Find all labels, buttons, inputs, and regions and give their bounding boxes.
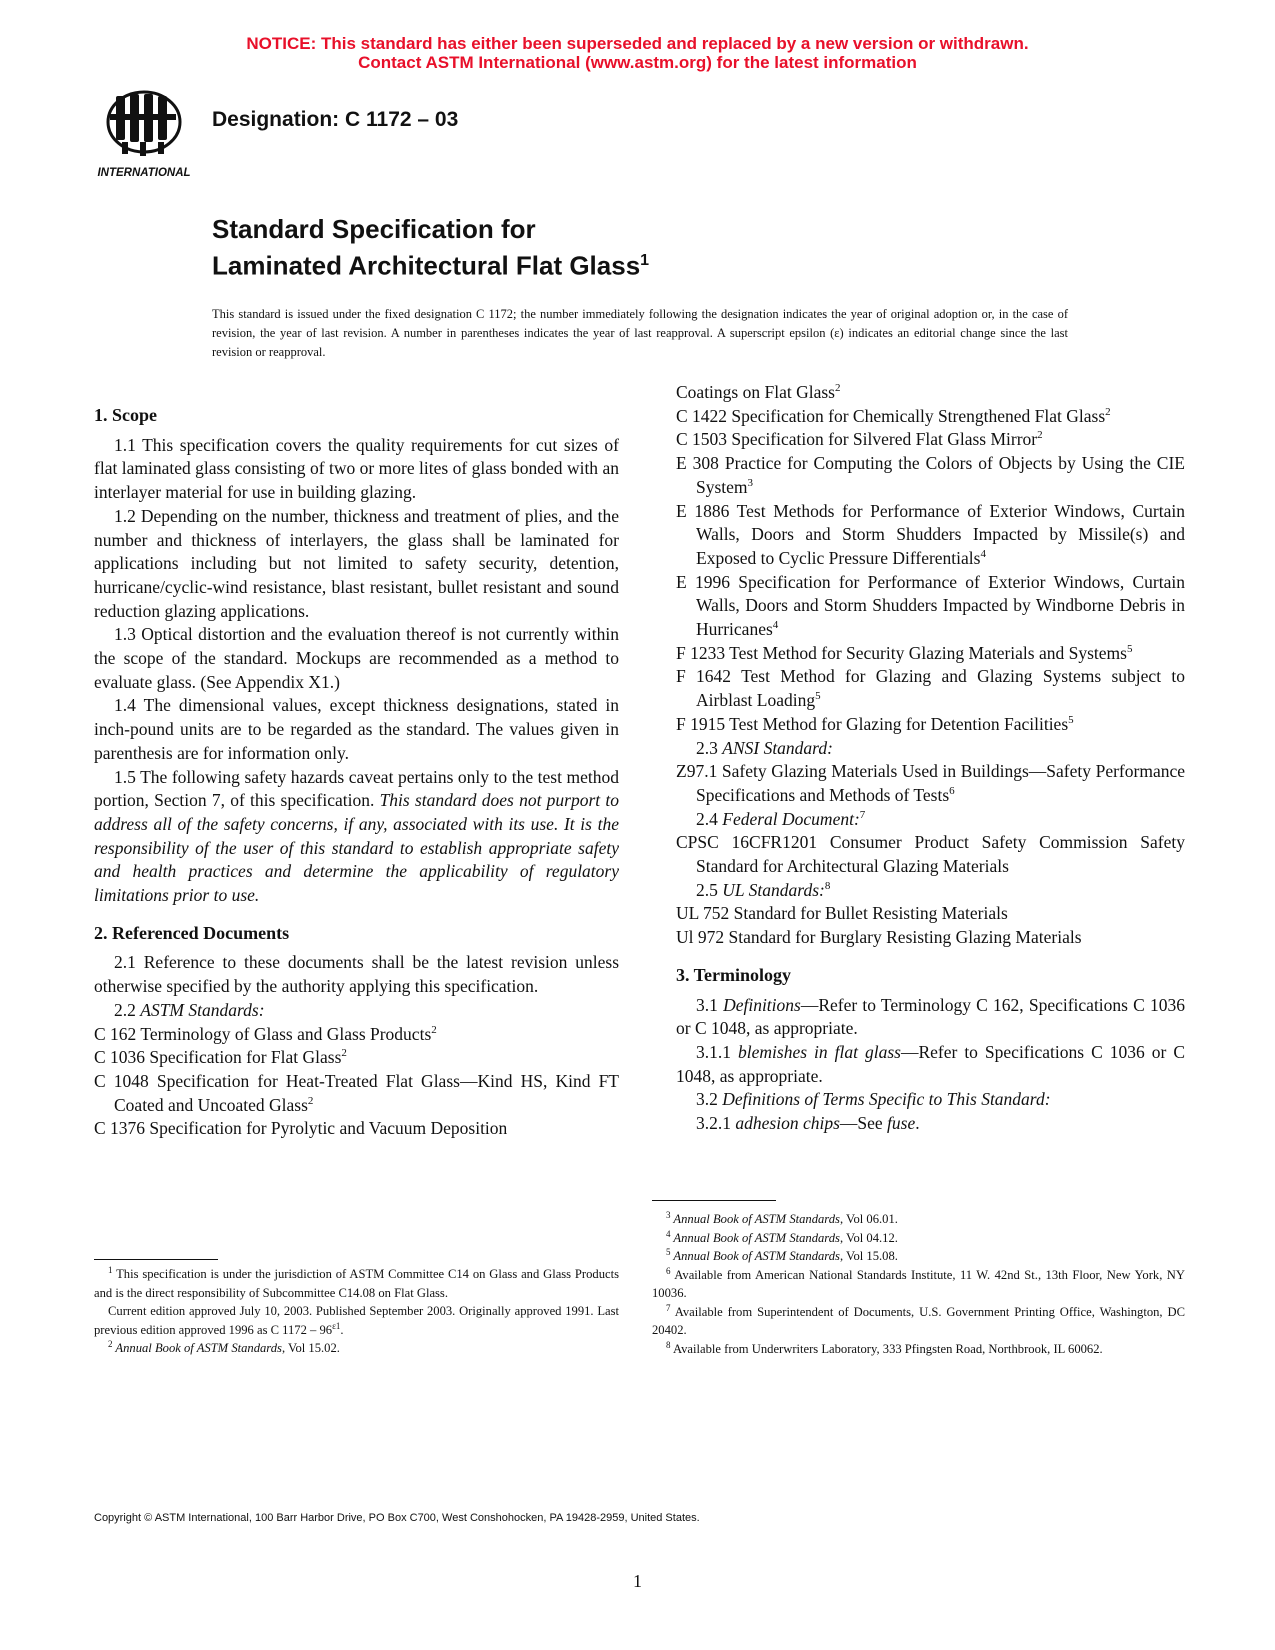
scope-1-5: 1.5 The following safety hazards caveat pertains only to the test method portion, Section 7, of this specification. This standard does not purport to address all of the safety concerns, if any, associated with its use. It is the responsibility of the user of this standard to establish appropriate safety and health practices and determine the applicability of regulatory limitations prior to use. bbox=[94, 766, 620, 906]
ref-item: C 1422 Specification for Chemically Strengthened Flat Glass$^2$ bbox=[676, 405, 1111, 426]
ref-item: UL 752 Standard for Bullet Resisting Materials bbox=[676, 903, 1008, 924]
ref-item: C 1503 Specification for Silvered Flat Glass Mirror$^2$ bbox=[676, 429, 1043, 450]
footnote-3: $^3$ Annual Book of ASTM Standards, Vol 06.01. bbox=[666, 1209, 898, 1226]
ref-item: C 1048 Specification for Heat-Treated Flat Glass—Kind HS, Kind FT Coated and Uncoated Glass$^2$ bbox=[94, 1070, 619, 1115]
footnote-8: $^8$ Available from Underwriters Laboratory, 333 Pfingsten Road, Northbrook, IL 60062. bbox=[666, 1339, 1103, 1356]
term-3-1: 3.1 Definitions—Refer to Terminology C 162, Specifications C 1036 or C 1048, as appropriate. bbox=[676, 994, 1186, 1039]
ref-item: E 1886 Test Methods for Performance of Exterior Windows, Curtain Walls, Doors and Storm Shudders Impacted by Missile(s) and Exposed to Cyclic Pressure Differentials$^4$ bbox=[676, 500, 1185, 568]
footnote-1-edition: Current edition approved July 10, 2003. Published September 2003. Originally approved 1991. Last previous edition approved 1996 as C $1172 - 96^{\varepsilon 1}$. bbox=[94, 1304, 619, 1337]
title-line-1: Standard Specification for bbox=[212, 214, 536, 244]
ref-item: E 1996 Specification for Performance of Exterior Windows, Curtain Walls, Doors and Storm Shudders Impacted by Windborne Debris in Hurricanes$^4$ bbox=[676, 571, 1185, 640]
footnote-7: $^7$ Available from Superintendent of Documents, U.S. Government Printing Office, Washington, DC 20402. bbox=[652, 1302, 1185, 1337]
terminology-heading: 3. Terminology bbox=[676, 964, 792, 985]
referenced-heading: 2. Referenced Documents bbox=[94, 922, 290, 943]
footnotes-right bbox=[652, 1210, 1185, 1358]
scope-heading: 1. Scope bbox=[94, 405, 157, 425]
notice-line-2: Contact ASTM International (www.astm.org) for the latest information bbox=[358, 53, 917, 72]
term-3-2-1: 3.2.1 adhesion chips—See fuse. bbox=[696, 1113, 920, 1134]
scope-1-4: 1.4 The dimensional values, except thickness designations, stated in inch-pound units are to be regarded as the standard. The values given in parenthesis are for information only. bbox=[94, 695, 619, 763]
left-column bbox=[94, 404, 619, 1141]
issued-note: This standard is issued under the fixed designation C 1172; the number immediately following the designation indicates the year of original adoption or, in the case of revision, the year of last revision. A number in parentheses indicates the year of last reapproval. A superscript epsilon (ε) indicates an editorial change since the last revision or reapproval. bbox=[212, 307, 1068, 359]
page-title bbox=[212, 214, 649, 282]
footnote-5: $^5$ Annual Book of ASTM Standards, Vol 15.08. bbox=[666, 1246, 898, 1263]
ref-item: E 308 Practice for Computing the Colors of Objects by Using the CIE System$^3$ bbox=[676, 453, 1185, 497]
footnote-4: $^4$ Annual Book of ASTM Standards, Vol 04.12. bbox=[666, 1228, 898, 1245]
ref-item: Z97.1 Safety Glazing Materials Used in Buildings—Safety Performance Specifications and Methods of Tests$^6$ bbox=[676, 761, 1185, 805]
ref-item: C 162 Terminology of Glass and Glass Products$^2$ bbox=[94, 1023, 437, 1044]
ref-item: F 1915 Test Method for Glazing for Detention Facilities$^5$ bbox=[676, 713, 1074, 734]
footnote-1: $^1$ This specification is under the jurisdiction of ASTM Committee C14 on Glass and Glass Products and is the direct responsibility of Subcommittee C14.08 on Flat Glass. bbox=[94, 1264, 619, 1300]
designation: Designation: C 1172 – 03 bbox=[212, 108, 459, 131]
ansi-standard-label: 2.3 ANSI Standard: bbox=[696, 737, 833, 758]
notice-banner bbox=[0, 34, 1275, 72]
notice-line-1: NOTICE: This standard has either been superseded and replaced by a new version or withdrawn. bbox=[246, 34, 1029, 53]
footnote-rule-right bbox=[652, 1200, 776, 1201]
federal-document-label: 2.4 Federal Document:$^7$ bbox=[696, 808, 866, 829]
ref-item: F 1233 Test Method for Security Glazing Materials and Systems$^5$ bbox=[676, 642, 1133, 663]
page-number: 1 bbox=[633, 1571, 642, 1591]
ref-item: CPSC 16CFR1201 Consumer Product Safety Commission Safety Standard for Architectural Glazing Materials bbox=[676, 832, 1185, 877]
ref-item: Ul 972 Standard for Burglary Resisting Glazing Materials bbox=[676, 927, 1082, 948]
scope-1-1: 1.1 This specification covers the quality requirements for cut sizes of flat laminated glass consisting of two or more lites of glass bonded with an interlayer material for use in building glazing. bbox=[94, 434, 619, 503]
astm-standards-label: 2.2 ASTM Standards: bbox=[114, 999, 265, 1020]
title-line-2: Laminated Architectural Flat Glass$^1$ bbox=[212, 250, 650, 281]
term-3-1-1: 3.1.1 blemishes in flat glass—Refer to Specifications C 1036 or C 1048, as appropriate. bbox=[676, 1041, 1185, 1086]
scope-1-3: 1.3 Optical distortion and the evaluation thereof is not currently within the scope of the standard. Mockups are recommended as a method to evaluate glass. (See Appendix X1.) bbox=[94, 624, 619, 692]
footnote-2: $^2$ Annual Book of ASTM Standards, Vol 15.02. bbox=[108, 1338, 340, 1355]
ul-standards-label: 2.5 UL Standards:$^8$ bbox=[696, 879, 831, 900]
footnotes-left bbox=[94, 1265, 619, 1358]
copyright: Copyright © ASTM International, 100 Barr Harbor Drive, PO Box C700, West Conshohocken, PA 19428-2959, United States. bbox=[94, 1512, 700, 1524]
ref-item-continued: Coatings on Flat Glass$^2$ bbox=[676, 382, 841, 402]
astm-logo bbox=[92, 84, 204, 184]
ref-item-split: C 1376 Specification for Pyrolytic and Vacuum Deposition bbox=[94, 1118, 508, 1139]
title-footnote-ref: 1 bbox=[640, 252, 650, 269]
right-column bbox=[676, 381, 1185, 1136]
scope-1-2: 1.2 Depending on the number, thickness and treatment of plies, and the number and thickness of interlayers, the glass shall be laminated for applications including but not limited to safety security, detention, hurricane/cyclic-wind resistance, blast resistant, bullet resistant and sound reduction glazing applications. bbox=[94, 505, 619, 621]
term-3-2: 3.2 Definitions of Terms Specific to This Standard: bbox=[696, 1089, 1051, 1110]
ref-2-1: 2.1 Reference to these documents shall be the latest revision unless otherwise specified by the authority applying this specification. bbox=[94, 952, 619, 997]
footnote-rule-left bbox=[94, 1259, 218, 1260]
ref-item: C 1036 Specification for Flat Glass$^2$ bbox=[94, 1047, 347, 1068]
logo-text: INTERNATIONAL bbox=[97, 167, 191, 179]
footnote-6: $^6$ Available from American National Standards Institute, 11 W. 42nd St., 13th Floor, New York, NY 10036. bbox=[652, 1265, 1185, 1300]
ref-item: F 1642 Test Method for Glazing and Glazing Systems subject to Airblast Loading$^5$ bbox=[676, 666, 1185, 711]
